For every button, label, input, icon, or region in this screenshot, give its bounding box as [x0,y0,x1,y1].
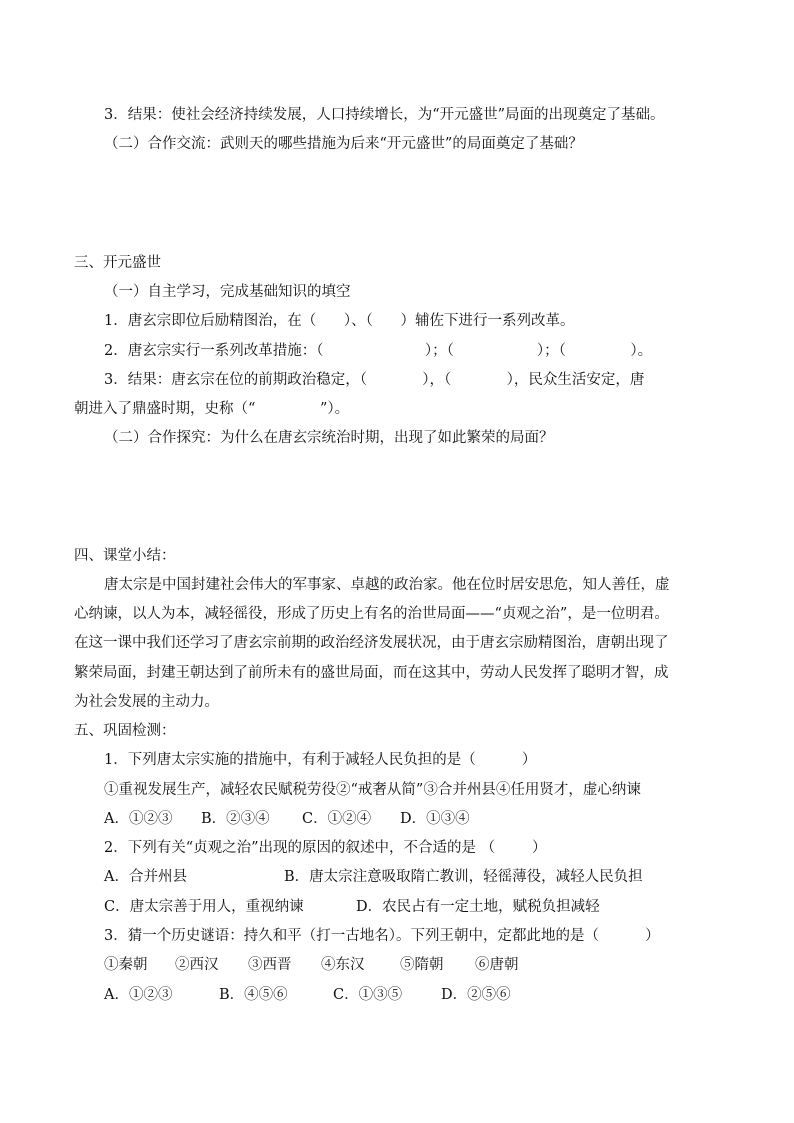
sec5-q2-option-d: D．农民占有一定土地，赋税负担减轻 [356,899,600,915]
sec5-q3-item: ⑤隋朝 [400,957,444,973]
sec3-q3a: 3．结果：唐玄宗在位的前期政治稳定，（ ），（ ），民众生活安定，唐 [104,372,645,388]
sec5-q1-option-d: D．①③④ [400,811,470,827]
sec5-question-3: 3．猜一个历史谜语：持久和平（打一古地名）。下列王朝中，定都此地的是（ ） [104,928,660,944]
sec3-title: 三、开元盛世 [74,255,161,271]
sec4-paragraph-line-5: 为社会发展的主动力。 [74,694,219,710]
sec5-q1-option-b: B．②③④ [201,811,270,827]
sec5-q3-option-a: A．①②③ [104,987,173,1003]
sec4-title: 四、课堂小结： [74,548,176,564]
sec4-paragraph-line-3: 在这一课中我们还学习了唐玄宗前期的政治经济发展状况，由于唐玄宗励精图治，唐朝出现了 [74,635,669,651]
sec4-paragraph-line-4: 繁荣局面，封建王朝达到了前所未有的盛世局面，而在这其中，劳动人民发挥了聪明才智，成 [74,665,669,681]
sec5-q2-option-a: A．合并州县 [104,869,187,885]
sec3-sub1: （一）自主学习，完成基础知识的填空 [104,284,351,300]
sec2-coop-title: （二）合作交流：武则天的哪些措施为后来“开元盛世”的局面奠定了基础？ [104,136,583,152]
sec5-q3-item: ③西晋 [248,957,292,973]
sec5-q3-item: ⑥唐朝 [475,957,519,973]
sec4-paragraph-line-1: 唐太宗是中国封建社会伟大的军事家、卓越的政治家。他在位时居安思危，知人善任，虚 [104,577,670,593]
sec5-q1-option-a: A．①②③ [104,811,173,827]
sec5-q3-option-d: D．②⑤⑥ [441,987,511,1003]
sec3-q3b: 朝进入了鼎盛时期，史称（“ ”）。 [74,401,350,417]
sec3-sub2: （二）合作探究：为什么在唐玄宗统治时期，出现了如此繁荣的局面？ [104,430,554,446]
sec3-q2: 2．唐玄宗实行一系列改革措施：（ ）；（ ）；（ ）。 [104,343,653,359]
sec4-paragraph-line-2: 心纳谏，以人为本，减轻徭役，形成了历史上有名的治世局面——“贞观之治”，是一位明君。 [74,606,669,622]
sec5-q2-option-c: C．唐太宗善于用人，重视纳谏 [104,899,304,915]
sec5-q2-option-b: B．唐太宗注意吸取隋亡教训，轻徭薄役，减轻人民负担 [284,869,643,885]
sec5-question-2: 2．下列有关“贞观之治”出现的原因的叙述中，不合适的是 （ ） [104,840,547,856]
sec5-q3-item: ②西汉 [175,957,219,973]
sec5-q1-option-c: C．①②④ [302,811,372,827]
sec5-question-1: 1．下列唐太宗实施的措施中，有利于减轻人民负担的是（ ） [104,752,537,768]
sec5-q3-item: ①秦朝 [104,957,148,973]
sec3-q1: 1．唐玄宗即位后励精图治，在（ ）、（ ）辅佐下进行一系列改革。 [104,313,575,329]
sec2-result: 3．结果：使社会经济持续发展，人口持续增长，为“开元盛世”局面的出现奠定了基础。 [104,107,665,123]
sec5-q3-item: ④东汉 [321,957,365,973]
sec5-q3-option-b: B．④⑤⑥ [219,987,288,1003]
sec5-question-1-items: ①重视发展生产，减轻农民赋税劳役②“戒奢从简”③合并州县④任用贤才，虚心纳谏 [104,782,641,798]
sec5-title: 五、巩固检测： [74,723,176,739]
sec5-q3-option-c: C．①③⑤ [333,987,403,1003]
